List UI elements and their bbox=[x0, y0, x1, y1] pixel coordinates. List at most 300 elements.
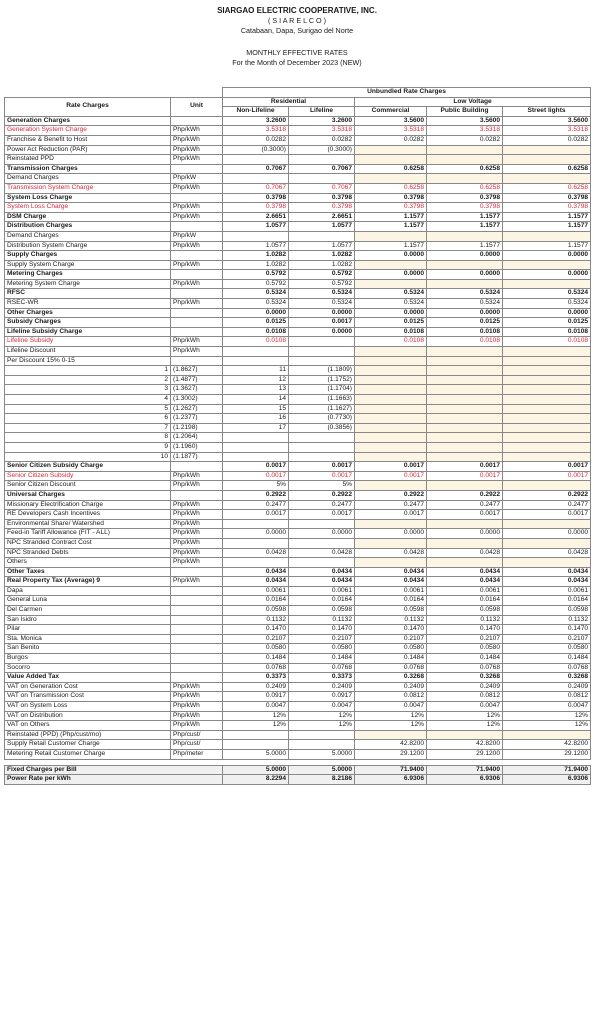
total-label: Power Rate per kWh bbox=[5, 775, 223, 785]
value-cell: 42.8200 bbox=[355, 740, 427, 750]
rate-charge-label: 3 bbox=[5, 385, 171, 395]
unit-cell: Php/kWh bbox=[171, 471, 223, 481]
value-cell: 0.0061 bbox=[427, 586, 503, 596]
value-cell: 0.3798 bbox=[355, 203, 427, 213]
value-cell: 0.0047 bbox=[289, 702, 355, 712]
value-cell bbox=[427, 375, 503, 385]
unit-cell bbox=[171, 606, 223, 616]
value-cell bbox=[427, 730, 503, 740]
value-cell: 0.6258 bbox=[503, 183, 591, 193]
value-cell bbox=[223, 347, 289, 357]
value-cell bbox=[503, 145, 591, 155]
value-cell: 1.1577 bbox=[427, 241, 503, 251]
value-cell: 3.2600 bbox=[289, 116, 355, 126]
value-cell: 42.8200 bbox=[503, 740, 591, 750]
value-cell: 0.6258 bbox=[355, 164, 427, 174]
value-cell bbox=[427, 366, 503, 376]
value-cell: 3.5600 bbox=[427, 116, 503, 126]
value-cell: 0.0282 bbox=[223, 135, 289, 145]
value-cell bbox=[427, 145, 503, 155]
value-cell: 12% bbox=[289, 721, 355, 731]
rate-charge-label: San Isidro bbox=[5, 615, 171, 625]
value-cell: 12% bbox=[223, 721, 289, 731]
value-cell: 16 bbox=[223, 414, 289, 424]
value-cell: 5% bbox=[223, 481, 289, 491]
table-row bbox=[5, 721, 591, 731]
value-cell: 0.7067 bbox=[223, 164, 289, 174]
unit-cell: Php/kWh bbox=[171, 299, 223, 309]
company-name: SIARGAO ELECTRIC COOPERATIVE, INC. bbox=[217, 6, 377, 15]
rate-charge-label: DSM Charge bbox=[5, 212, 171, 222]
table-row bbox=[5, 126, 591, 136]
table-row bbox=[5, 289, 591, 299]
unit-cell: Php/kWh bbox=[171, 347, 223, 357]
value-cell: 0.5792 bbox=[289, 279, 355, 289]
value-cell: 0.0428 bbox=[503, 548, 591, 558]
rate-charge-label: Pilar bbox=[5, 625, 171, 635]
value-cell: 0.5324 bbox=[503, 289, 591, 299]
value-cell: 0.2477 bbox=[289, 500, 355, 510]
table-row bbox=[5, 529, 591, 539]
value-cell: 0.0434 bbox=[223, 567, 289, 577]
unit-cell: (1.2064) bbox=[171, 433, 223, 443]
value-cell bbox=[355, 347, 427, 357]
unit-cell bbox=[171, 193, 223, 203]
rate-charge-label: Other Charges bbox=[5, 308, 171, 318]
value-cell: 1.0577 bbox=[289, 222, 355, 232]
value-cell bbox=[427, 155, 503, 165]
value-cell bbox=[289, 356, 355, 366]
unit-cell: (1.8627) bbox=[171, 366, 223, 376]
value-cell bbox=[503, 260, 591, 270]
value-cell: 0.2922 bbox=[289, 490, 355, 500]
value-cell: 0.0917 bbox=[223, 692, 289, 702]
value-cell bbox=[355, 519, 427, 529]
value-cell: 0.0164 bbox=[289, 596, 355, 606]
rate-charge-label: Burgos bbox=[5, 654, 171, 664]
commercial-header: Commercial bbox=[355, 107, 427, 117]
value-cell: 0.0598 bbox=[289, 606, 355, 616]
value-cell: 0.0580 bbox=[223, 644, 289, 654]
rate-charge-label: Lifeline Subsidy Charge bbox=[5, 327, 171, 337]
rate-charge-label: NPC Stranded Debts bbox=[5, 548, 171, 558]
value-cell: 0.0434 bbox=[355, 577, 427, 587]
total-row bbox=[5, 765, 591, 775]
value-cell bbox=[355, 375, 427, 385]
unit-cell: Php/kWh bbox=[171, 519, 223, 529]
unbundled-rates-header: Unbundled Rate Charges bbox=[223, 88, 591, 98]
value-cell: 0.0164 bbox=[355, 596, 427, 606]
value-cell bbox=[223, 356, 289, 366]
unit-cell: Php/kW bbox=[171, 231, 223, 241]
value-cell: 12 bbox=[223, 375, 289, 385]
total-value: 6.9306 bbox=[503, 775, 591, 785]
value-cell: 3.5600 bbox=[503, 116, 591, 126]
value-cell bbox=[503, 414, 591, 424]
value-cell: 0.1484 bbox=[223, 654, 289, 664]
unit-cell: Php/kWh bbox=[171, 126, 223, 136]
value-cell bbox=[355, 730, 427, 740]
unit-cell bbox=[171, 164, 223, 174]
value-cell: 0.0580 bbox=[503, 644, 591, 654]
value-cell bbox=[223, 740, 289, 750]
value-cell bbox=[289, 730, 355, 740]
total-value: 71.9400 bbox=[355, 765, 427, 775]
value-cell: 0.0047 bbox=[427, 702, 503, 712]
value-cell bbox=[503, 404, 591, 414]
value-cell: 0.2107 bbox=[427, 634, 503, 644]
unit-cell bbox=[171, 625, 223, 635]
value-cell: 29.1200 bbox=[427, 749, 503, 759]
value-cell: 0.0017 bbox=[223, 471, 289, 481]
value-cell: (1.1752) bbox=[289, 375, 355, 385]
rate-charge-label: Del Carmen bbox=[5, 606, 171, 616]
value-cell: 0.5792 bbox=[289, 270, 355, 280]
value-cell: 0.0812 bbox=[503, 692, 591, 702]
value-cell bbox=[503, 385, 591, 395]
value-cell bbox=[503, 231, 591, 241]
value-cell: 0.0125 bbox=[427, 318, 503, 328]
value-cell: 0.0434 bbox=[503, 567, 591, 577]
value-cell: 1.1577 bbox=[427, 222, 503, 232]
value-cell: 0.0047 bbox=[503, 702, 591, 712]
value-cell bbox=[503, 395, 591, 405]
value-cell: 0.2922 bbox=[427, 490, 503, 500]
table-row bbox=[5, 625, 591, 635]
rate-charge-label: 1 bbox=[5, 366, 171, 376]
total-value: 71.9400 bbox=[503, 765, 591, 775]
value-cell: 0.0125 bbox=[355, 318, 427, 328]
value-cell: 0.0580 bbox=[427, 644, 503, 654]
unit-cell bbox=[171, 586, 223, 596]
value-cell: 3.5600 bbox=[355, 116, 427, 126]
unit-cell: Php/kWh bbox=[171, 721, 223, 731]
value-cell bbox=[289, 433, 355, 443]
table-row bbox=[5, 116, 591, 126]
value-cell: 0.0000 bbox=[503, 270, 591, 280]
value-cell: 0.2409 bbox=[289, 682, 355, 692]
value-cell bbox=[427, 356, 503, 366]
value-cell: 0.0017 bbox=[503, 462, 591, 472]
rate-charge-label: Reinstated PPD bbox=[5, 155, 171, 165]
unit-cell: (1.4877) bbox=[171, 375, 223, 385]
value-cell: 0.5324 bbox=[223, 299, 289, 309]
value-cell bbox=[355, 414, 427, 424]
value-cell: 0.0017 bbox=[355, 471, 427, 481]
value-cell: 0.5324 bbox=[355, 299, 427, 309]
table-row bbox=[5, 270, 591, 280]
value-cell: 29.1200 bbox=[355, 749, 427, 759]
rate-charge-label: Senior Citizen Discount bbox=[5, 481, 171, 491]
value-cell bbox=[355, 356, 427, 366]
rate-charge-label: VAT on Transmission Cost bbox=[5, 692, 171, 702]
value-cell: 0.0768 bbox=[223, 663, 289, 673]
value-cell: (1.1663) bbox=[289, 395, 355, 405]
value-cell bbox=[289, 558, 355, 568]
rate-charge-label: Dapa bbox=[5, 586, 171, 596]
unit-cell: Php/kWh bbox=[171, 548, 223, 558]
unit-cell bbox=[171, 634, 223, 644]
value-cell: 0.3373 bbox=[289, 673, 355, 683]
unit-cell: Php/kWh bbox=[171, 702, 223, 712]
company-acronym: ( S I A R E L C O ) bbox=[267, 16, 327, 25]
value-cell: 0.1470 bbox=[223, 625, 289, 635]
table-row bbox=[5, 548, 591, 558]
unit-cell: (1.1960) bbox=[171, 442, 223, 452]
rate-charge-label: Senior Citizen Subsidy bbox=[5, 471, 171, 481]
rate-charge-label: Metering System Charge bbox=[5, 279, 171, 289]
value-cell: 3.5318 bbox=[427, 126, 503, 136]
value-cell: 0.5324 bbox=[427, 289, 503, 299]
table-row bbox=[5, 423, 591, 433]
rate-charge-label: RE Developers Cash Incentives bbox=[5, 510, 171, 520]
value-cell: 0.0580 bbox=[355, 644, 427, 654]
value-cell: 0.2922 bbox=[223, 490, 289, 500]
value-cell: 0.0017 bbox=[427, 510, 503, 520]
value-cell bbox=[427, 442, 503, 452]
value-cell bbox=[289, 337, 355, 347]
value-cell bbox=[503, 519, 591, 529]
value-cell bbox=[223, 442, 289, 452]
value-cell: 0.3798 bbox=[289, 203, 355, 213]
total-value: 8.2294 bbox=[223, 775, 289, 785]
rate-charge-label: Universal Charges bbox=[5, 490, 171, 500]
value-cell bbox=[427, 404, 503, 414]
rate-charge-label: 10 bbox=[5, 452, 171, 462]
value-cell: 1.0282 bbox=[223, 251, 289, 261]
value-cell: 0.0812 bbox=[355, 692, 427, 702]
value-cell: 0.0125 bbox=[503, 318, 591, 328]
value-cell: 12% bbox=[355, 721, 427, 731]
rate-charge-label: Senior Citizen Subsidy Charge bbox=[5, 462, 171, 472]
value-cell: 0.0428 bbox=[289, 548, 355, 558]
value-cell: 0.1132 bbox=[289, 615, 355, 625]
unit-cell: Php/kWh bbox=[171, 500, 223, 510]
value-cell: 0.0000 bbox=[223, 529, 289, 539]
value-cell: 0.1470 bbox=[355, 625, 427, 635]
table-row bbox=[5, 471, 591, 481]
value-cell: 0.5324 bbox=[427, 299, 503, 309]
table-row bbox=[5, 164, 591, 174]
table-row bbox=[5, 251, 591, 261]
value-cell: 0.0000 bbox=[503, 251, 591, 261]
value-cell: 1.1577 bbox=[355, 241, 427, 251]
table-row bbox=[5, 558, 591, 568]
value-cell: 0.6258 bbox=[355, 183, 427, 193]
total-value: 71.9400 bbox=[427, 765, 503, 775]
rate-charge-label: Feed-in Tariff Allowance (FIT - ALL) bbox=[5, 529, 171, 539]
rate-charge-label: Power Act Reduction (PAR) bbox=[5, 145, 171, 155]
value-cell: 0.0017 bbox=[355, 462, 427, 472]
table-row bbox=[5, 260, 591, 270]
rate-charge-label: Others bbox=[5, 558, 171, 568]
total-value: 5.0000 bbox=[289, 765, 355, 775]
value-cell bbox=[223, 538, 289, 548]
unit-cell: Php/kWh bbox=[171, 212, 223, 222]
value-cell: 0.2107 bbox=[503, 634, 591, 644]
value-cell bbox=[289, 452, 355, 462]
value-cell bbox=[223, 558, 289, 568]
value-cell: 0.3798 bbox=[503, 193, 591, 203]
value-cell: 0.0000 bbox=[355, 251, 427, 261]
table-row bbox=[5, 519, 591, 529]
unit-cell: (1.3627) bbox=[171, 385, 223, 395]
value-cell bbox=[503, 481, 591, 491]
rate-charge-label: 9 bbox=[5, 442, 171, 452]
rate-charge-label: Supply System Charge bbox=[5, 260, 171, 270]
value-cell bbox=[503, 452, 591, 462]
value-cell: 2.6651 bbox=[223, 212, 289, 222]
value-cell bbox=[427, 519, 503, 529]
table-row bbox=[5, 174, 591, 184]
rate-charge-label: Sta. Monica bbox=[5, 634, 171, 644]
value-cell: 0.0434 bbox=[289, 567, 355, 577]
value-cell: 0.1132 bbox=[355, 615, 427, 625]
unit-cell: (1.2627) bbox=[171, 404, 223, 414]
table-row bbox=[5, 385, 591, 395]
value-cell bbox=[503, 375, 591, 385]
value-cell bbox=[427, 538, 503, 548]
value-cell: 1.1577 bbox=[503, 241, 591, 251]
rates-table bbox=[4, 87, 591, 785]
value-cell: 0.0000 bbox=[503, 529, 591, 539]
unit-cell bbox=[171, 462, 223, 472]
value-cell: 0.0768 bbox=[355, 663, 427, 673]
value-cell: 0.1132 bbox=[427, 615, 503, 625]
table-row bbox=[5, 442, 591, 452]
public-building-header: Public Building bbox=[427, 107, 503, 117]
value-cell bbox=[503, 366, 591, 376]
value-cell: 0.0108 bbox=[503, 327, 591, 337]
total-row bbox=[5, 775, 591, 785]
value-cell: 0.0434 bbox=[355, 567, 427, 577]
unit-cell bbox=[171, 270, 223, 280]
value-cell: 0.3268 bbox=[355, 673, 427, 683]
rate-charge-label: Distribution System Charge bbox=[5, 241, 171, 251]
value-cell: 0.0282 bbox=[503, 135, 591, 145]
unit-cell bbox=[171, 327, 223, 337]
value-cell bbox=[289, 347, 355, 357]
unit-cell: Php/kWh bbox=[171, 203, 223, 213]
value-cell bbox=[289, 538, 355, 548]
table-row bbox=[5, 606, 591, 616]
document-title: MONTHLY EFFECTIVE RATES bbox=[246, 48, 348, 57]
rate-charge-label: RFSC bbox=[5, 289, 171, 299]
total-value: 6.9306 bbox=[427, 775, 503, 785]
value-cell: 0.0108 bbox=[355, 327, 427, 337]
value-cell bbox=[355, 538, 427, 548]
unit-cell: (1.2377) bbox=[171, 414, 223, 424]
value-cell: 0.0428 bbox=[355, 548, 427, 558]
value-cell: 0.0108 bbox=[223, 327, 289, 337]
table-row bbox=[5, 241, 591, 251]
value-cell: 0.0061 bbox=[289, 586, 355, 596]
value-cell: 11 bbox=[223, 366, 289, 376]
value-cell: 12% bbox=[427, 721, 503, 731]
total-value: 8.2186 bbox=[289, 775, 355, 785]
unit-cell: Php/kWh bbox=[171, 711, 223, 721]
value-cell: 17 bbox=[223, 423, 289, 433]
table-row bbox=[5, 135, 591, 145]
value-cell: 0.2477 bbox=[223, 500, 289, 510]
value-cell: 0.0282 bbox=[289, 135, 355, 145]
value-cell: 0.0598 bbox=[355, 606, 427, 616]
unit-cell bbox=[171, 615, 223, 625]
rate-charge-label: NPC Stranded Contract Cost bbox=[5, 538, 171, 548]
value-cell bbox=[289, 174, 355, 184]
unit-cell: (1.3002) bbox=[171, 395, 223, 405]
table-row bbox=[5, 740, 591, 750]
value-cell bbox=[427, 347, 503, 357]
unit-cell bbox=[171, 490, 223, 500]
value-cell: 12% bbox=[503, 721, 591, 731]
table-row bbox=[5, 673, 591, 683]
value-cell: 0.3798 bbox=[427, 203, 503, 213]
rate-charge-label: Distribution Charges bbox=[5, 222, 171, 232]
value-cell: 0.5324 bbox=[503, 299, 591, 309]
value-cell: (1.1809) bbox=[289, 366, 355, 376]
unit-cell: Php/kWh bbox=[171, 481, 223, 491]
value-cell: 0.0434 bbox=[427, 567, 503, 577]
billing-period: For the Month of December 2023 (NEW) bbox=[232, 58, 362, 67]
unit-cell: Php/kWh bbox=[171, 155, 223, 165]
rate-charge-label: Demand Charges bbox=[5, 231, 171, 241]
lifeline-header: Lifeline bbox=[289, 107, 355, 117]
value-cell: 0.5324 bbox=[355, 289, 427, 299]
value-cell: 0.5324 bbox=[223, 289, 289, 299]
unit-cell bbox=[171, 644, 223, 654]
value-cell: 0.2922 bbox=[355, 490, 427, 500]
unit-cell: Php/kWh bbox=[171, 510, 223, 520]
value-cell: 0.7067 bbox=[289, 183, 355, 193]
value-cell: 0.1470 bbox=[289, 625, 355, 635]
value-cell bbox=[289, 155, 355, 165]
company-address: Catabaan, Dapa, Surigao del Norte bbox=[240, 26, 354, 35]
value-cell: 0.6258 bbox=[503, 164, 591, 174]
value-cell bbox=[427, 279, 503, 289]
value-cell: 0.5324 bbox=[289, 299, 355, 309]
table-row bbox=[5, 347, 591, 357]
value-cell: 0.7067 bbox=[289, 164, 355, 174]
table-row bbox=[5, 145, 591, 155]
value-cell: 0.0061 bbox=[355, 586, 427, 596]
value-cell: 1.1577 bbox=[503, 212, 591, 222]
value-cell: 0.0428 bbox=[223, 548, 289, 558]
value-cell bbox=[355, 452, 427, 462]
unit-cell bbox=[171, 222, 223, 232]
value-cell: 0.0017 bbox=[503, 510, 591, 520]
value-cell: 0.7067 bbox=[223, 183, 289, 193]
value-cell: 0.6258 bbox=[427, 183, 503, 193]
value-cell bbox=[355, 423, 427, 433]
value-cell: 0.1484 bbox=[289, 654, 355, 664]
value-cell: 0.0000 bbox=[427, 251, 503, 261]
rate-charge-label: Environmental Share/ Watershed bbox=[5, 519, 171, 529]
value-cell: 0.0164 bbox=[223, 596, 289, 606]
value-cell: 3.5318 bbox=[355, 126, 427, 136]
value-cell: 12% bbox=[223, 711, 289, 721]
table-row bbox=[5, 299, 591, 309]
unit-cell bbox=[171, 318, 223, 328]
rate-charge-label: RSEC-WR bbox=[5, 299, 171, 309]
rate-charge-label: 5 bbox=[5, 404, 171, 414]
unit-cell: Php/kWh bbox=[171, 135, 223, 145]
table-row bbox=[5, 452, 591, 462]
value-cell: 1.0577 bbox=[223, 241, 289, 251]
table-row bbox=[5, 654, 591, 664]
table-row bbox=[5, 433, 591, 443]
value-cell: 0.0000 bbox=[427, 529, 503, 539]
